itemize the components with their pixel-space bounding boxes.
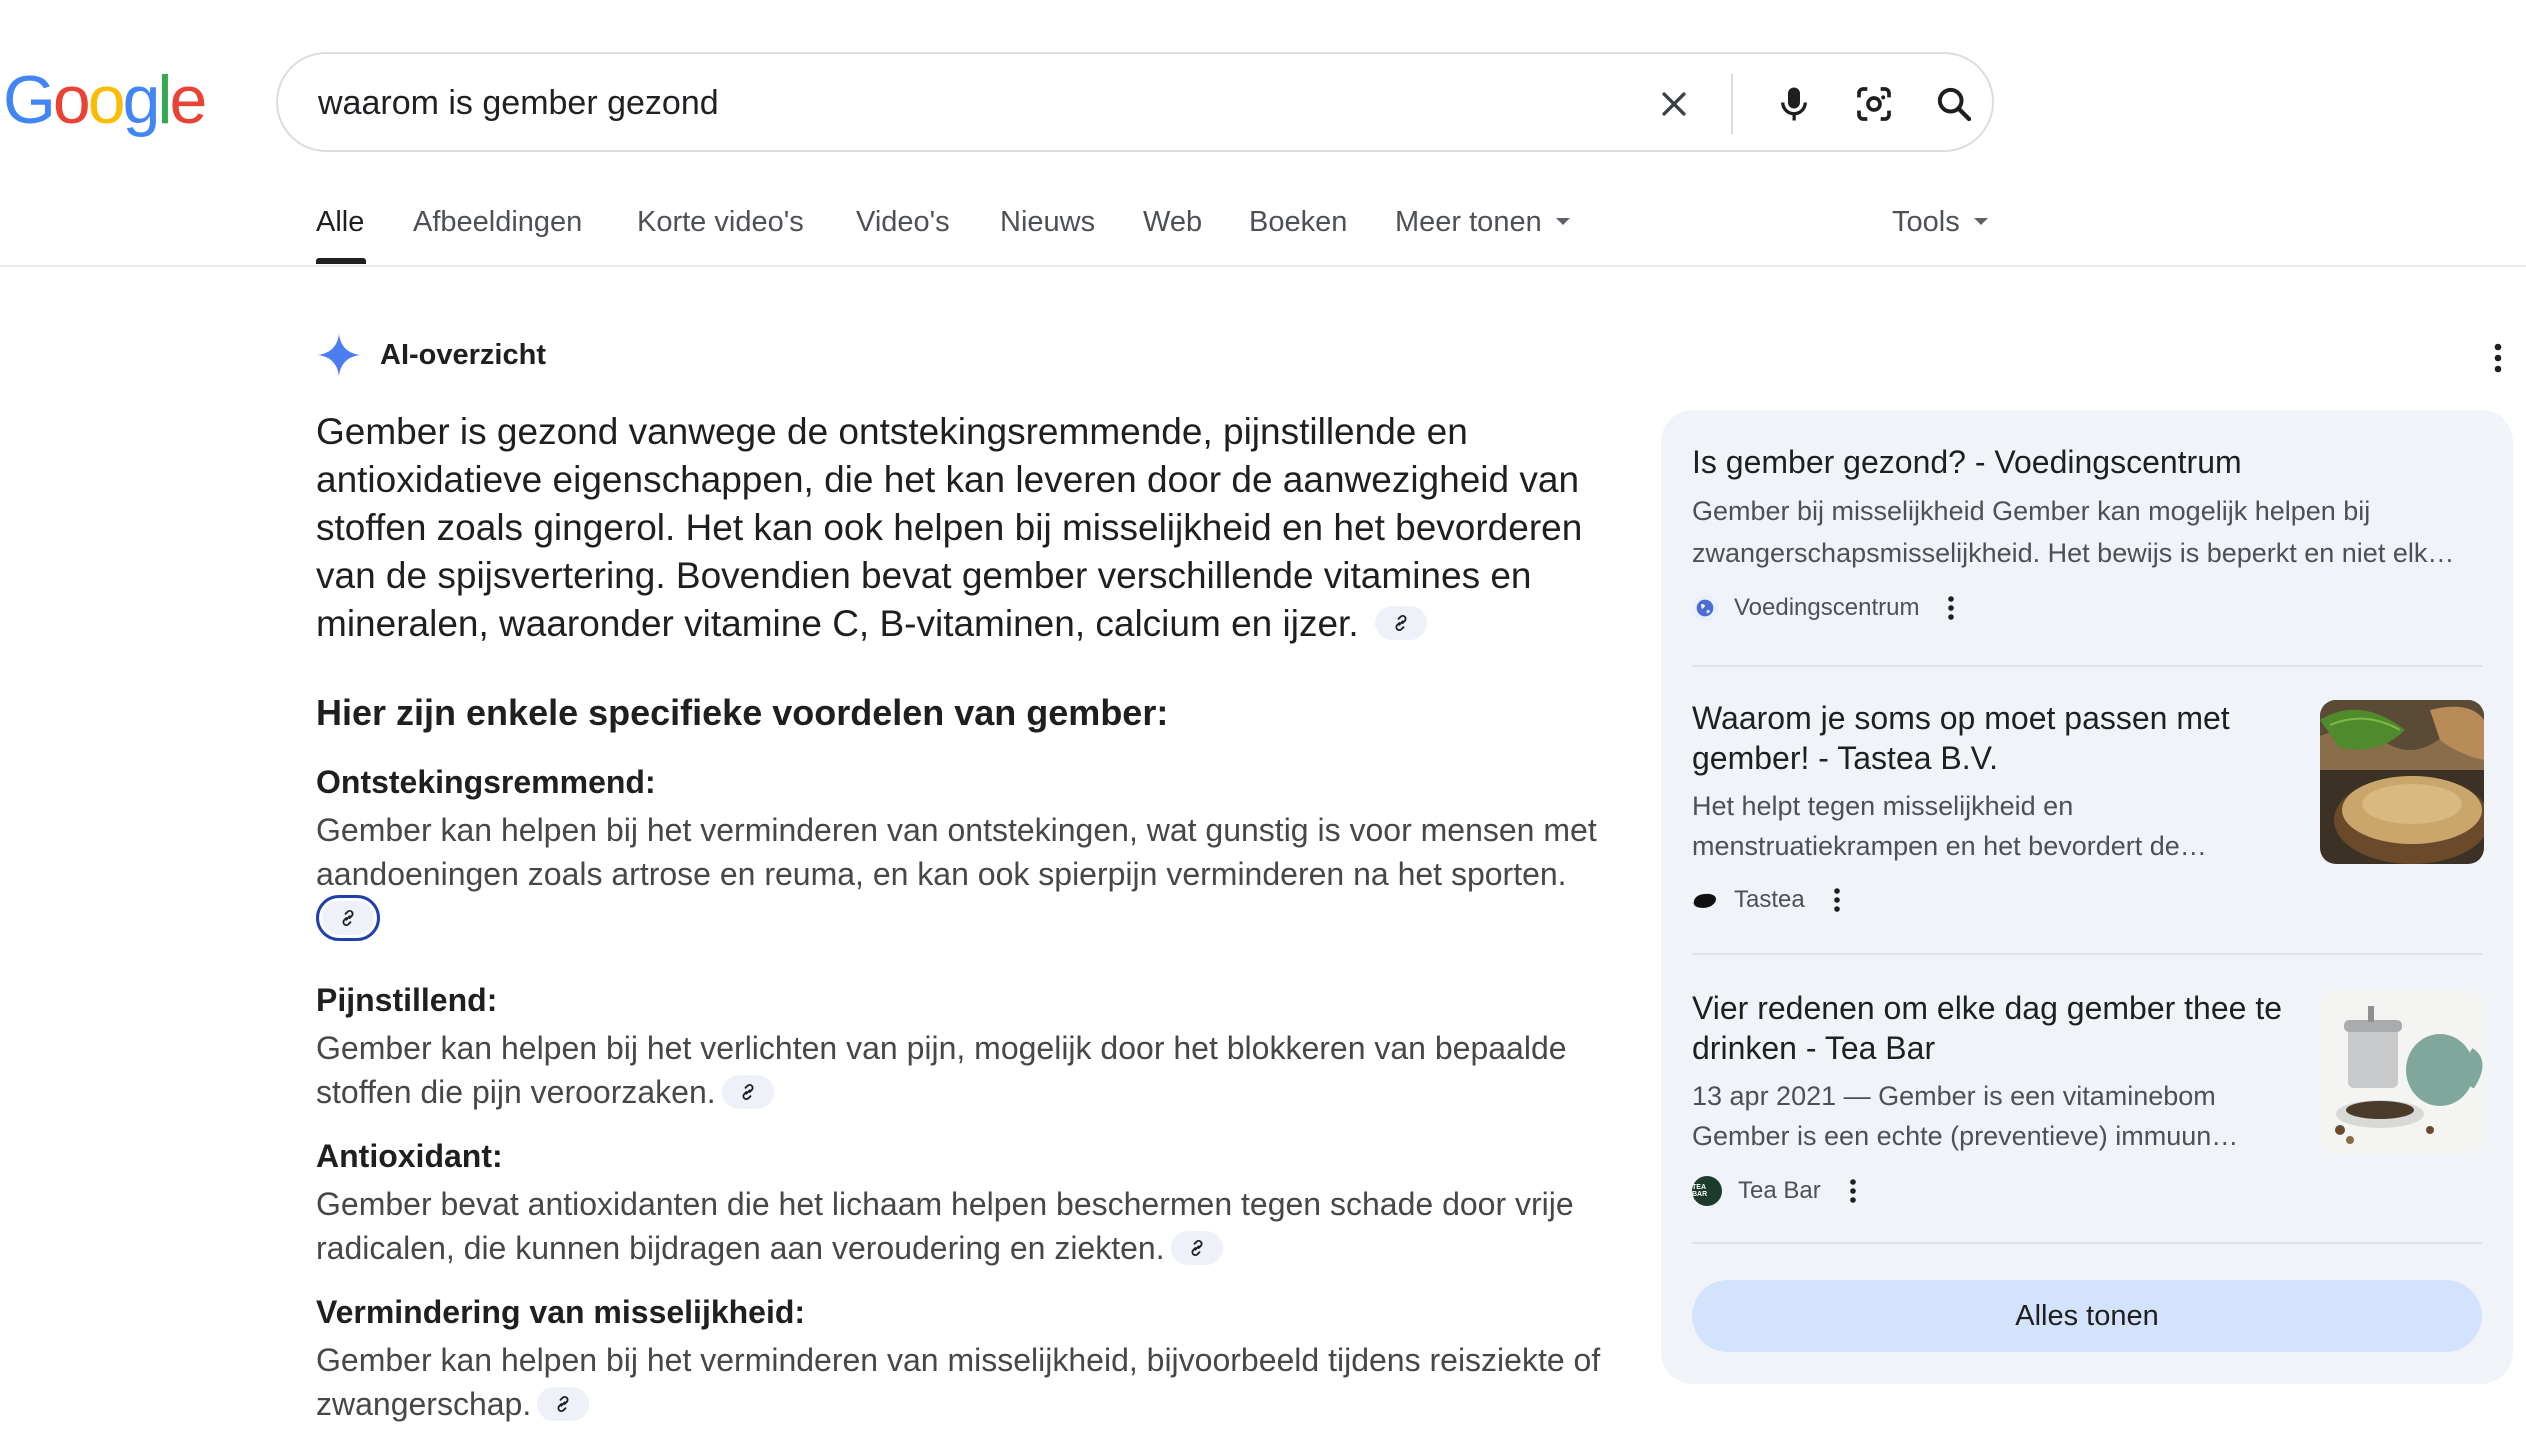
search-input[interactable]: waarom is gember gezond: [318, 84, 719, 122]
benefit-text: [316, 1338, 1606, 1426]
more-vert-icon: [1947, 595, 1955, 621]
benefit-item: [316, 760, 1606, 940]
citation-link-button[interactable]: [722, 1075, 774, 1109]
ai-summary-text: Gember is gezond vanwege de ontstekingsremmende, pijnstillende en antioxidatieve eigenschappen, die het kan leveren door de aanwezigheid van stoffen zoals gingerol. Het kan ook helpen bij misselijkheid en het bevorderen van de spijsvertering. Bovendien bevat gember verschillende vitamines en mineralen, waaronder vitamine C, B-vitaminen, calcium en ijzer.: [316, 411, 1583, 644]
logo-letter: l: [157, 62, 170, 138]
search-button[interactable]: [1928, 78, 1980, 130]
link-icon: [1187, 1238, 1207, 1258]
logo-letter: e: [169, 62, 205, 138]
camera-icon: [1854, 84, 1894, 124]
benefit-text: [316, 808, 1606, 940]
source-site: [1692, 886, 2292, 914]
logo-letter: G: [3, 62, 53, 138]
ai-summary: [316, 408, 1606, 648]
link-icon: [738, 1082, 758, 1102]
tab-more-label: Meer tonen: [1395, 206, 1542, 238]
tools-label: Tools: [1892, 206, 1960, 238]
tab-all[interactable]: Alle: [316, 206, 365, 238]
tea-set-thumbnail[interactable]: [2320, 990, 2484, 1154]
sparkle-icon: [316, 332, 362, 378]
google-logo[interactable]: [3, 56, 204, 144]
tastea-favicon: [1692, 887, 1718, 913]
teabar-favicon: [1692, 1176, 1722, 1206]
benefit-text-content: Gember kan helpen bij het verminderen van misselijkheid, bijvoorbeeld tijdens reisziekte of zwangerschap.: [316, 1342, 1601, 1422]
clear-search-button[interactable]: [1648, 78, 1700, 130]
tools-button[interactable]: [1892, 206, 1988, 239]
source-divider: [1692, 1242, 2482, 1244]
benefit-text: [316, 1182, 1606, 1270]
more-vert-icon: [1849, 1178, 1857, 1204]
benefits-heading: Hier zijn enkele specifieke voordelen van gember:: [316, 692, 1169, 733]
tab-images[interactable]: Afbeeldingen: [413, 206, 583, 238]
search-icon: [1934, 84, 1974, 124]
source-options-button[interactable]: [1947, 595, 1955, 621]
benefit-title: Ontstekingsremmend:: [316, 764, 656, 800]
tab-books[interactable]: Boeken: [1249, 206, 1348, 238]
source-site-name: Tastea: [1734, 886, 1805, 913]
globe-icon: [1692, 595, 1718, 621]
source-title[interactable]: Vier redenen om elke dag gember thee te drinken - Tea Bar: [1692, 990, 2283, 1066]
ai-overview-title: AI-overzicht: [380, 338, 546, 371]
logo-letter: o: [87, 62, 123, 138]
source-divider: [1692, 953, 2482, 955]
citation-link-button[interactable]: [1171, 1231, 1223, 1265]
source-site: [1692, 1176, 2292, 1206]
voice-search-button[interactable]: [1768, 78, 1820, 130]
source-divider: [1692, 665, 2482, 667]
source-options-button[interactable]: [1849, 1178, 1857, 1204]
tab-news[interactable]: Nieuws: [1000, 206, 1096, 238]
citation-link-button[interactable]: [322, 901, 374, 935]
benefit-text: [316, 1026, 1606, 1114]
citation-link-button[interactable]: [537, 1387, 589, 1421]
source-snippet: Gember bij misselijkheid Gember kan mogelijk helpen bij zwangerschapsmisselijkheid. Het bewijs is beperkt en niet elk…: [1692, 496, 2455, 568]
source-snippet: Het helpt tegen misselijkheid en menstruatiekrampen en het bevordert de…: [1692, 791, 2207, 861]
source-card[interactable]: [1692, 988, 2292, 1206]
show-all-button[interactable]: Alles tonen: [1692, 1280, 2482, 1352]
benefit-text-content: Gember kan helpen bij het verlichten van pijn, mogelijk door het blokkeren van bepaalde stoffen die pijn veroorzaken.: [316, 1030, 1567, 1110]
lens-search-button[interactable]: [1848, 78, 1900, 130]
more-options-button[interactable]: [2478, 338, 2518, 378]
source-snippet: 13 apr 2021 — Gember is een vitaminebom Gember is een echte (preventieve) immuun…: [1692, 1081, 2239, 1151]
link-icon: [553, 1394, 573, 1414]
tabs-divider: [0, 265, 2526, 267]
citation-link-button[interactable]: [1375, 606, 1427, 640]
benefit-text-content: Gember kan helpen bij het verminderen van ontstekingen, wat gunstig is voor mensen met aandoeningen zoals artrose en reuma, en kan ook spierpijn verminderen na het sporten.: [316, 812, 1597, 892]
benefit-title: Vermindering van misselijkheid:: [316, 1294, 806, 1330]
source-site: [1692, 594, 2482, 622]
sources-panel: [1661, 410, 2513, 1384]
active-tab-indicator: [316, 258, 366, 264]
search-divider: [1731, 74, 1733, 134]
logo-letter: o: [52, 62, 88, 138]
source-card[interactable]: [1692, 698, 2292, 914]
benefit-title: Pijnstillend:: [316, 982, 498, 1018]
benefit-item: [316, 1290, 1606, 1426]
source-card[interactable]: [1692, 442, 2482, 622]
search-box[interactable]: [276, 52, 1994, 152]
tab-more[interactable]: [1395, 206, 1570, 239]
chevron-down-icon: [1974, 218, 1988, 225]
logo-letter: g: [122, 62, 158, 138]
source-title[interactable]: Is gember gezond? - Voedingscentrum: [1692, 444, 2242, 480]
microphone-icon: [1776, 84, 1812, 124]
benefit-item: [316, 1134, 1606, 1270]
tab-short-videos[interactable]: Korte video's: [637, 206, 804, 238]
ai-overview-header: [316, 328, 546, 382]
tab-web[interactable]: Web: [1143, 206, 1203, 238]
source-title[interactable]: Waarom je soms op moet passen met gember! - Tastea B.V.: [1692, 700, 2230, 776]
benefit-title: Antioxidant:: [316, 1138, 503, 1174]
tab-videos[interactable]: Video's: [856, 206, 950, 238]
link-icon: [338, 908, 358, 928]
benefit-text-content: Gember bevat antioxidanten die het lichaam helpen beschermen tegen schade door vrije radicalen, die kunnen bijdragen aan veroudering en ziekten.: [316, 1186, 1574, 1266]
source-site-name: Tea Bar: [1738, 1177, 1821, 1204]
link-icon: [1391, 613, 1411, 633]
more-vert-icon: [2493, 343, 2503, 373]
close-icon: [1657, 87, 1691, 121]
source-site-name: Voedingscentrum: [1734, 594, 1920, 621]
more-vert-icon: [1833, 887, 1841, 913]
benefit-item: [316, 978, 1606, 1114]
teabar-favicon-text: TEA BAR: [1692, 1184, 1708, 1198]
source-options-button[interactable]: [1833, 887, 1841, 913]
ginger-powder-thumbnail[interactable]: [2320, 700, 2484, 864]
chevron-down-icon: [1556, 218, 1570, 225]
